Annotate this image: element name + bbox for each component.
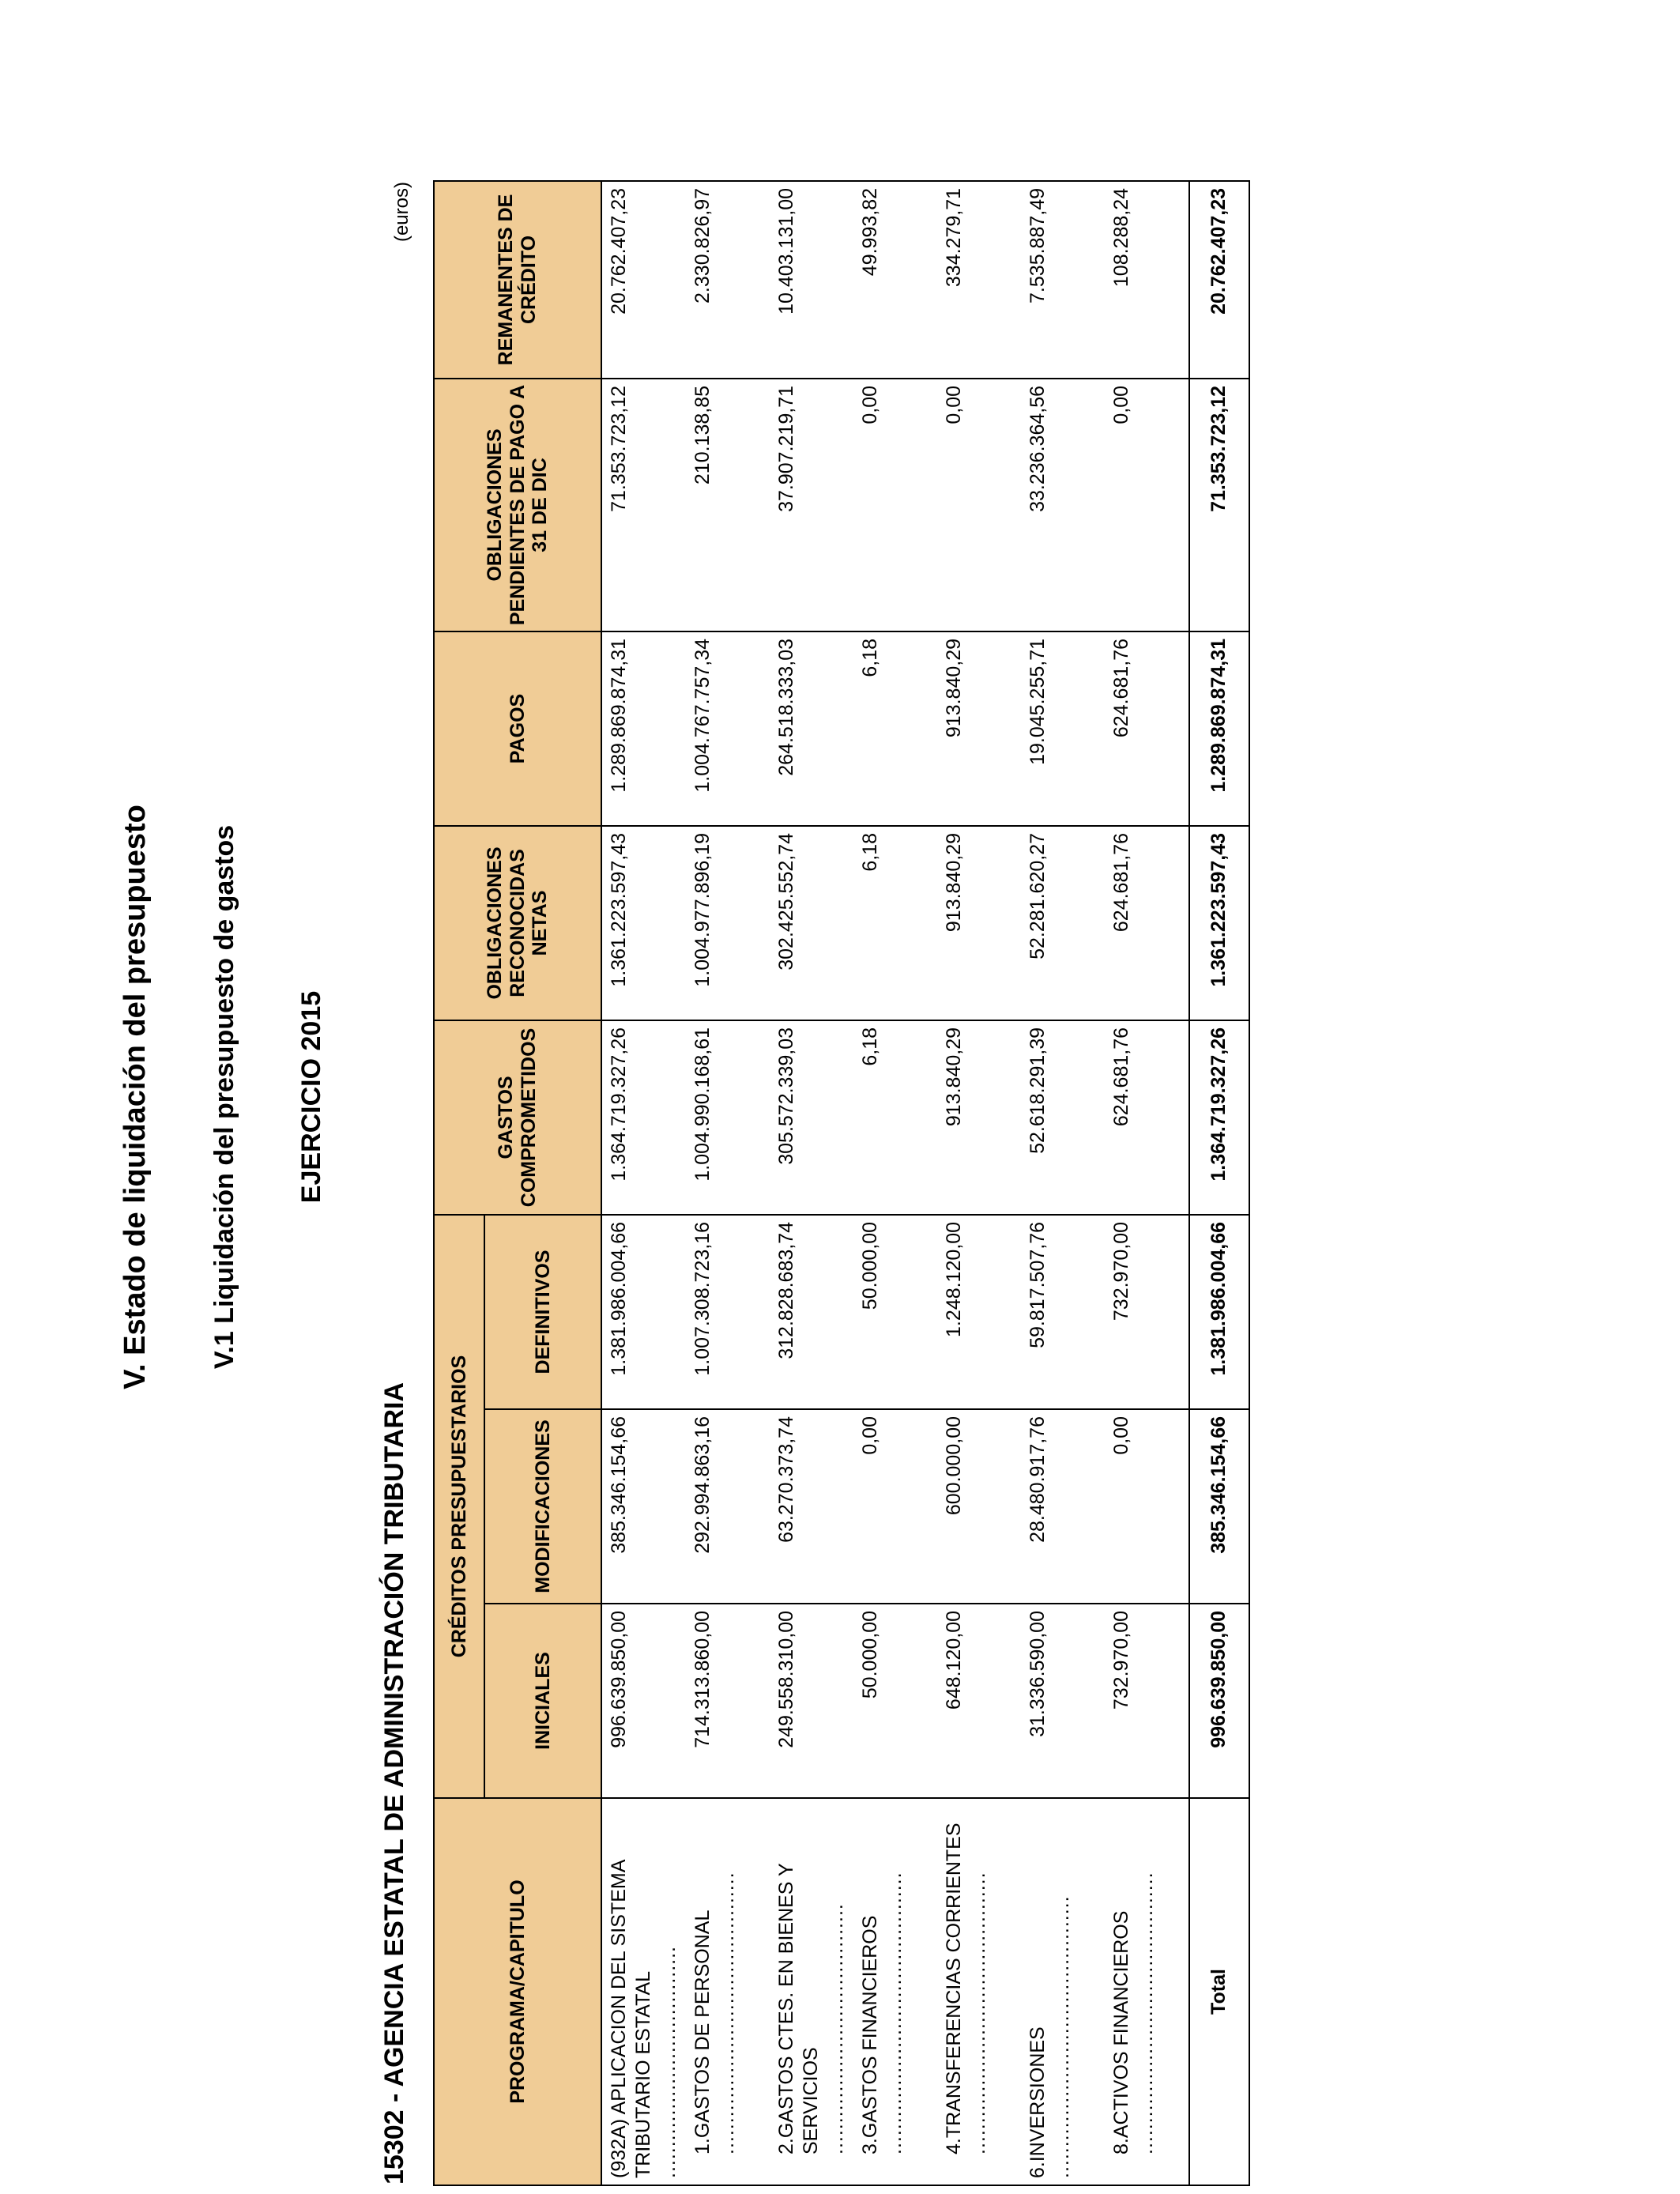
- cell-obligaciones-pendientes: 0,00: [1105, 379, 1189, 631]
- row-label: 3.GASTOS FINANCIEROS .............................................: [853, 1798, 937, 2185]
- cell-modificaciones: 28.480.917,76: [1021, 1409, 1105, 1604]
- total-gastos-comprometidos: 1.364.719.327,26: [1189, 1020, 1249, 1215]
- cell-remanentes: 10.403.131,00: [770, 181, 853, 379]
- header-creditos-presupuestarios: CRÉDITOS PRESUPUESTARIOS: [434, 1215, 484, 1798]
- table-row: [770, 181, 853, 2185]
- cell-iniciales: 996.639.850,00: [601, 1604, 686, 1798]
- total-modificaciones: 385.346.154,66: [1189, 1409, 1249, 1604]
- cell-obligaciones-reconocidas: 302.425.552,74: [770, 826, 853, 1020]
- budget-liquidation-table: [433, 180, 1250, 2186]
- cell-obligaciones-reconocidas: 624.681,76: [1105, 826, 1189, 1020]
- cell-pagos: 264.518.333,03: [770, 631, 853, 826]
- cell-modificaciones: 0,00: [1105, 1409, 1189, 1604]
- cell-pagos: 913.840,29: [937, 631, 1021, 826]
- cell-gastos-comprometidos: 6,18: [853, 1020, 937, 1215]
- row-label: 6.INVERSIONES .............................................: [1021, 1798, 1105, 2185]
- cell-obligaciones-pendientes: 0,00: [853, 379, 937, 631]
- cell-gastos-comprometidos: 1.364.719.327,26: [601, 1020, 686, 1215]
- cell-iniciales: 31.336.590,00: [1021, 1604, 1105, 1798]
- table-row: [937, 181, 1021, 2185]
- header-obligaciones-pendientes: OBLIGACIONES PENDIENTES DE PAGO A 31 DE DIC: [434, 379, 601, 631]
- cell-remanentes: 20.762.407,23: [601, 181, 686, 379]
- header-definitivos: DEFINITIVOS: [484, 1215, 601, 1409]
- cell-pagos: 6,18: [853, 631, 937, 826]
- cell-definitivos: 732.970,00: [1105, 1215, 1189, 1409]
- cell-pagos: 1.289.869.874,31: [601, 631, 686, 826]
- table-row: [601, 181, 686, 2185]
- header-obligaciones-reconocidas: OBLIGACIONES RECONOCIDAS NETAS: [434, 826, 601, 1020]
- cell-iniciales: 50.000,00: [853, 1604, 937, 1798]
- total-iniciales: 996.639.850,00: [1189, 1604, 1249, 1798]
- total-row: [1189, 181, 1249, 2185]
- cell-pagos: 624.681,76: [1105, 631, 1189, 826]
- row-label: 2.GASTOS CTES. EN BIENES Y SERVICIOS ........................................: [770, 1798, 853, 2185]
- cell-modificaciones: 600.000,00: [937, 1409, 1021, 1604]
- cell-gastos-comprometidos: 913.840,29: [937, 1020, 1021, 1215]
- row-label: (932A) APLICACION DEL SISTEMA TRIBUTARIO ESTATAL .....................................: [601, 1798, 686, 2185]
- total-obligaciones-reconocidas: 1.361.223.597,43: [1189, 826, 1249, 1020]
- cell-obligaciones-reconocidas: 1.004.977.896,19: [686, 826, 770, 1020]
- cell-modificaciones: 292.994.863,16: [686, 1409, 770, 1604]
- row-label: 8.ACTIVOS FINANCIEROS .............................................: [1105, 1798, 1189, 2185]
- total-label: Total: [1189, 1798, 1249, 2185]
- cell-obligaciones-reconocidas: 913.840,29: [937, 826, 1021, 1020]
- cell-obligaciones-reconocidas: 52.281.620,27: [1021, 826, 1105, 1020]
- fiscal-year: EJERCICIO 2015: [296, 990, 326, 1204]
- header-iniciales: INICIALES: [484, 1604, 601, 1798]
- row-label: 1.GASTOS DE PERSONAL .............................................: [686, 1798, 770, 2185]
- page-subtitle: V.1 Liquidación del presupuesto de gastos: [209, 824, 239, 1370]
- cell-definitivos: 1.381.986.004,66: [601, 1215, 686, 1409]
- cell-iniciales: 249.558.310,00: [770, 1604, 853, 1798]
- cell-modificaciones: 385.346.154,66: [601, 1409, 686, 1604]
- cell-gastos-comprometidos: 52.618.291,39: [1021, 1020, 1105, 1215]
- cell-gastos-comprometidos: 1.004.990.168,61: [686, 1020, 770, 1215]
- cell-gastos-comprometidos: 624.681,76: [1105, 1020, 1189, 1215]
- currency-unit: (euros): [391, 182, 412, 243]
- header-pagos: PAGOS: [434, 631, 601, 826]
- cell-iniciales: 714.313.860,00: [686, 1604, 770, 1798]
- cell-remanentes: 2.330.826,97: [686, 181, 770, 379]
- row-label: 4.TRANSFERENCIAS CORRIENTES .............................................: [937, 1798, 1021, 2185]
- cell-obligaciones-reconocidas: 6,18: [853, 826, 937, 1020]
- cell-obligaciones-pendientes: 33.236.364,56: [1021, 379, 1105, 631]
- total-obligaciones-pendientes: 71.353.723,12: [1189, 379, 1249, 631]
- cell-obligaciones-pendientes: 37.907.219,71: [770, 379, 853, 631]
- cell-modificaciones: 0,00: [853, 1409, 937, 1604]
- cell-remanentes: 49.993,82: [853, 181, 937, 379]
- header-modificaciones: MODIFICACIONES: [484, 1409, 601, 1604]
- cell-definitivos: 50.000,00: [853, 1215, 937, 1409]
- total-definitivos: 1.381.986.004,66: [1189, 1215, 1249, 1409]
- cell-iniciales: 732.970,00: [1105, 1604, 1189, 1798]
- total-pagos: 1.289.869.874,31: [1189, 631, 1249, 826]
- table-row: [1021, 181, 1105, 2185]
- cell-definitivos: 1.248.120,00: [937, 1215, 1021, 1409]
- total-remanentes: 20.762.407,23: [1189, 181, 1249, 379]
- table-row: [686, 181, 770, 2185]
- cell-pagos: 1.004.767.757,34: [686, 631, 770, 826]
- cell-definitivos: 312.828.683,74: [770, 1215, 853, 1409]
- header-remanentes: REMANENTES DE CRÉDITO: [434, 181, 601, 379]
- cell-remanentes: 334.279,71: [937, 181, 1021, 379]
- entity-name: 15302 - AGENCIA ESTATAL DE ADMINISTRACIÓN TRIBUTARIA: [379, 1382, 409, 2185]
- cell-gastos-comprometidos: 305.572.339,03: [770, 1020, 853, 1215]
- cell-obligaciones-pendientes: 210.138,85: [686, 379, 770, 631]
- cell-obligaciones-pendientes: 71.353.723,12: [601, 379, 686, 631]
- cell-remanentes: 7.535.887,49: [1021, 181, 1105, 379]
- cell-iniciales: 648.120,00: [937, 1604, 1021, 1798]
- header-gastos-comprometidos: GASTOS COMPROMETIDOS: [434, 1020, 601, 1215]
- page-title: V. Estado de liquidación del presupuesto: [119, 805, 152, 1389]
- cell-definitivos: 1.007.308.723,16: [686, 1215, 770, 1409]
- cell-remanentes: 108.288,24: [1105, 181, 1189, 379]
- cell-modificaciones: 63.270.373,74: [770, 1409, 853, 1604]
- cell-pagos: 19.045.255,71: [1021, 631, 1105, 826]
- cell-obligaciones-reconocidas: 1.361.223.597,43: [601, 826, 686, 1020]
- table-row: [1105, 181, 1189, 2185]
- cell-definitivos: 59.817.507,76: [1021, 1215, 1105, 1409]
- cell-obligaciones-pendientes: 0,00: [937, 379, 1021, 631]
- table-row: [853, 181, 937, 2185]
- header-programa: PROGRAMA/CAPITULO: [434, 1798, 601, 2185]
